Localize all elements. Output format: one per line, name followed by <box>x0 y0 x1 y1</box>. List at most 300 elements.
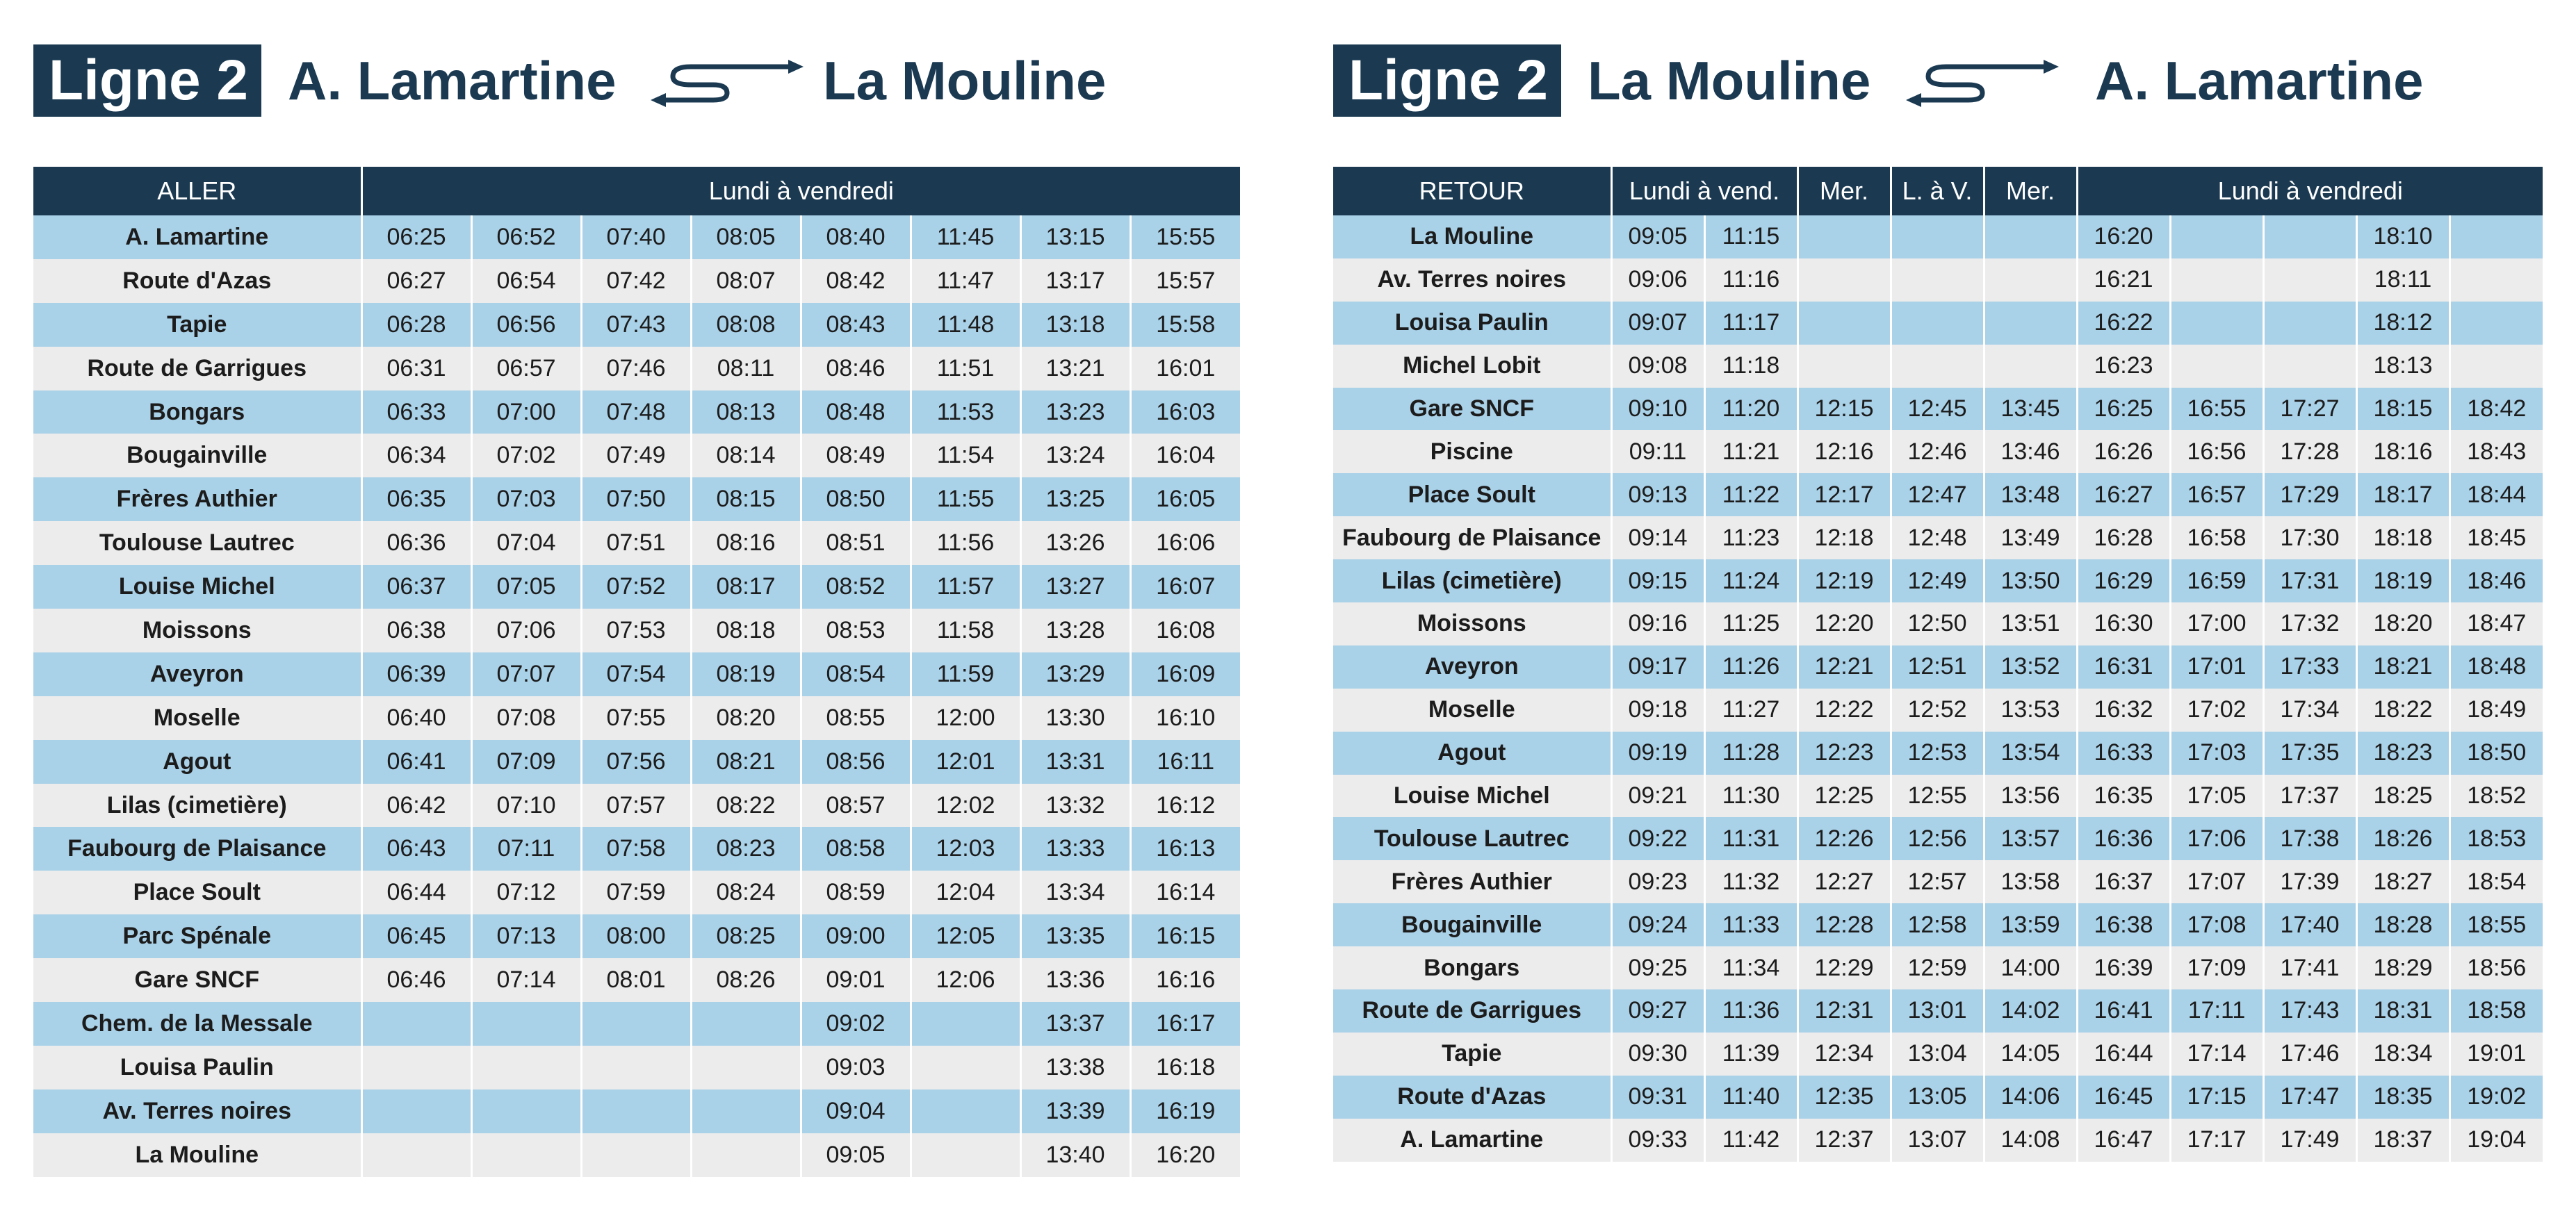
departure-time: 12:51 <box>1891 645 1984 689</box>
departure-time: 08:40 <box>801 215 911 259</box>
table-row <box>33 1133 1240 1177</box>
stop-name: Toulouse Lautrec <box>33 521 361 565</box>
departure-time: 11:22 <box>1704 473 1798 516</box>
departure-time: 11:30 <box>1704 775 1798 818</box>
departure-time <box>1984 345 2077 388</box>
table-row <box>1333 388 2543 431</box>
table-row <box>1333 602 2543 645</box>
departure-time: 12:37 <box>1798 1119 1891 1162</box>
departure-time: 18:26 <box>2356 817 2449 860</box>
departure-time <box>2170 345 2263 388</box>
departure-time: 06:36 <box>361 521 471 565</box>
departure-time: 14:05 <box>1984 1033 2077 1076</box>
departure-time: 13:07 <box>1891 1119 1984 1162</box>
departure-time: 12:25 <box>1798 775 1891 818</box>
departure-time: 08:23 <box>691 827 801 871</box>
departure-time: 16:10 <box>1130 696 1240 740</box>
stop-name: Louisa Paulin <box>1333 302 1611 345</box>
departure-time: 13:31 <box>1020 740 1130 784</box>
departure-time: 13:49 <box>1984 516 2077 559</box>
departure-time: 17:37 <box>2263 775 2356 818</box>
departure-time: 13:30 <box>1020 696 1130 740</box>
stop-name: Louise Michel <box>1333 775 1611 818</box>
departure-time: 16:01 <box>1130 347 1240 390</box>
departure-time: 16:08 <box>1130 609 1240 652</box>
departure-time: 16:25 <box>2077 388 2170 431</box>
stop-name: Michel Lobit <box>1333 345 1611 388</box>
departure-time: 17:01 <box>2170 645 2263 689</box>
departure-time: 08:26 <box>691 958 801 1002</box>
retour-timetable <box>1333 167 2543 1162</box>
departure-time: 07:40 <box>581 215 691 259</box>
stop-name: Frères Authier <box>1333 860 1611 903</box>
departure-time: 16:59 <box>2170 559 2263 602</box>
departure-time: 16:56 <box>2170 430 2263 473</box>
departure-time: 13:38 <box>1020 1046 1130 1089</box>
departure-time: 17:41 <box>2263 946 2356 989</box>
departure-time: 16:05 <box>1130 477 1240 521</box>
departure-time: 06:40 <box>361 696 471 740</box>
departure-time <box>1891 215 1984 258</box>
departure-time: 08:50 <box>801 477 911 521</box>
table-row <box>1333 903 2543 946</box>
departure-time: 12:49 <box>1891 559 1984 602</box>
departure-time <box>581 1089 691 1133</box>
table-row <box>1333 430 2543 473</box>
departure-time: 11:36 <box>1704 989 1798 1033</box>
departure-time: 08:16 <box>691 521 801 565</box>
departure-time: 13:34 <box>1020 871 1130 914</box>
departure-time: 08:07 <box>691 259 801 303</box>
departure-time: 18:16 <box>2356 430 2449 473</box>
departure-time: 06:57 <box>471 347 581 390</box>
departure-time: 18:20 <box>2356 602 2449 645</box>
departure-time: 08:57 <box>801 784 911 828</box>
departure-time: 11:24 <box>1704 559 1798 602</box>
departure-time <box>2263 258 2356 302</box>
days-header: Mer. <box>1798 167 1891 215</box>
stop-name: Agout <box>33 740 361 784</box>
departure-time: 12:20 <box>1798 602 1891 645</box>
departure-time: 16:44 <box>2077 1033 2170 1076</box>
departure-time: 07:42 <box>581 259 691 303</box>
departure-time: 11:34 <box>1704 946 1798 989</box>
departure-time: 11:53 <box>911 390 1020 434</box>
departure-time: 13:18 <box>1020 303 1130 347</box>
departure-time: 16:17 <box>1130 1002 1240 1046</box>
departure-time: 08:15 <box>691 477 801 521</box>
departure-time: 13:05 <box>1891 1076 1984 1119</box>
departure-time: 07:54 <box>581 652 691 696</box>
departure-time: 09:18 <box>1611 689 1704 732</box>
stop-name: Route de Garrigues <box>33 347 361 390</box>
departure-time <box>2449 258 2543 302</box>
departure-time: 13:25 <box>1020 477 1130 521</box>
departure-time: 07:56 <box>581 740 691 784</box>
departure-time <box>581 1046 691 1089</box>
departure-time: 12:52 <box>1891 689 1984 732</box>
departure-time: 07:58 <box>581 827 691 871</box>
departure-time <box>691 1133 801 1177</box>
departure-time <box>471 1133 581 1177</box>
departure-time <box>1984 258 2077 302</box>
stop-name: Bongars <box>1333 946 1611 989</box>
stop-name: Aveyron <box>33 652 361 696</box>
departure-time: 07:02 <box>471 434 581 477</box>
departure-time: 16:35 <box>2077 775 2170 818</box>
departure-time: 07:05 <box>471 565 581 609</box>
departure-time: 18:25 <box>2356 775 2449 818</box>
departure-time: 12:04 <box>911 871 1020 914</box>
departure-time: 06:54 <box>471 259 581 303</box>
departure-time <box>911 1089 1020 1133</box>
table-row <box>1333 775 2543 818</box>
departure-time: 08:42 <box>801 259 911 303</box>
departure-time: 07:06 <box>471 609 581 652</box>
departure-time: 08:56 <box>801 740 911 784</box>
departure-time: 16:23 <box>2077 345 2170 388</box>
departure-time: 13:48 <box>1984 473 2077 516</box>
departure-time: 16:29 <box>2077 559 2170 602</box>
departure-time: 09:06 <box>1611 258 1704 302</box>
departure-time: 09:23 <box>1611 860 1704 903</box>
table-row <box>1333 689 2543 732</box>
departure-time: 17:08 <box>2170 903 2263 946</box>
departure-time: 18:43 <box>2449 430 2543 473</box>
table-row <box>1333 946 2543 989</box>
departure-time: 18:27 <box>2356 860 2449 903</box>
departure-time <box>2263 345 2356 388</box>
departure-time: 16:27 <box>2077 473 2170 516</box>
stop-name: Lilas (cimetière) <box>1333 559 1611 602</box>
departure-time: 06:42 <box>361 784 471 828</box>
departure-time: 16:13 <box>1130 827 1240 871</box>
departure-time: 12:02 <box>911 784 1020 828</box>
table-row <box>33 434 1240 477</box>
departure-time: 13:28 <box>1020 609 1130 652</box>
departure-time: 09:15 <box>1611 559 1704 602</box>
departure-time: 18:34 <box>2356 1033 2449 1076</box>
departure-time: 08:21 <box>691 740 801 784</box>
departure-time: 07:43 <box>581 303 691 347</box>
departure-time: 13:53 <box>1984 689 2077 732</box>
departure-time: 16:45 <box>2077 1076 2170 1119</box>
departure-time: 16:21 <box>2077 258 2170 302</box>
departure-time: 17:35 <box>2263 732 2356 775</box>
departure-time: 06:35 <box>361 477 471 521</box>
departure-time: 12:58 <box>1891 903 1984 946</box>
departure-time: 16:20 <box>1130 1133 1240 1177</box>
departure-time <box>2170 302 2263 345</box>
departure-time: 16:14 <box>1130 871 1240 914</box>
departure-time: 12:17 <box>1798 473 1891 516</box>
departure-time: 19:04 <box>2449 1119 2543 1162</box>
departure-time: 14:08 <box>1984 1119 2077 1162</box>
departure-time: 08:54 <box>801 652 911 696</box>
departure-time: 13:50 <box>1984 559 2077 602</box>
departure-time: 06:37 <box>361 565 471 609</box>
departure-time: 18:18 <box>2356 516 2449 559</box>
departure-time: 12:26 <box>1798 817 1891 860</box>
departure-time: 12:55 <box>1891 775 1984 818</box>
departure-time: 18:19 <box>2356 559 2449 602</box>
departure-time: 09:24 <box>1611 903 1704 946</box>
stop-name: A. Lamartine <box>33 215 361 259</box>
departure-time: 11:57 <box>911 565 1020 609</box>
departure-time: 13:37 <box>1020 1002 1130 1046</box>
departure-time: 17:33 <box>2263 645 2356 689</box>
departure-time: 09:17 <box>1611 645 1704 689</box>
table-row <box>33 477 1240 521</box>
departure-time: 12:57 <box>1891 860 1984 903</box>
departure-time: 08:14 <box>691 434 801 477</box>
table-row <box>33 390 1240 434</box>
departure-time: 12:48 <box>1891 516 1984 559</box>
departure-time: 08:18 <box>691 609 801 652</box>
departure-time: 16:15 <box>1130 914 1240 958</box>
departure-time: 06:39 <box>361 652 471 696</box>
departure-time: 14:00 <box>1984 946 2077 989</box>
table-row <box>1333 215 2543 258</box>
departure-time: 08:55 <box>801 696 911 740</box>
table-row <box>33 958 1240 1002</box>
departure-time: 12:34 <box>1798 1033 1891 1076</box>
departure-time: 17:07 <box>2170 860 2263 903</box>
departure-time: 08:52 <box>801 565 911 609</box>
table-row <box>33 871 1240 914</box>
departure-time <box>691 1046 801 1089</box>
departure-time: 11:51 <box>911 347 1020 390</box>
departure-time: 06:38 <box>361 609 471 652</box>
departure-time <box>2170 258 2263 302</box>
departure-time: 12:00 <box>911 696 1020 740</box>
departure-time: 11:32 <box>1704 860 1798 903</box>
stop-name: Agout <box>1333 732 1611 775</box>
departure-time: 08:00 <box>581 914 691 958</box>
departure-time: 07:10 <box>471 784 581 828</box>
stop-name: Tapie <box>1333 1033 1611 1076</box>
departure-time: 17:09 <box>2170 946 2263 989</box>
departure-time <box>1798 215 1891 258</box>
table-row <box>1333 473 2543 516</box>
table-row <box>1333 989 2543 1033</box>
departure-time: 17:00 <box>2170 602 2263 645</box>
departure-time <box>911 1002 1020 1046</box>
departure-time: 08:49 <box>801 434 911 477</box>
stop-name: Chem. de la Messale <box>33 1002 361 1046</box>
departure-time <box>1798 302 1891 345</box>
departure-time: 13:15 <box>1020 215 1130 259</box>
departure-time: 12:28 <box>1798 903 1891 946</box>
departure-time: 17:47 <box>2263 1076 2356 1119</box>
departure-time: 09:14 <box>1611 516 1704 559</box>
stop-name: Frères Authier <box>33 477 361 521</box>
departure-time: 13:46 <box>1984 430 2077 473</box>
stop-name: Lilas (cimetière) <box>33 784 361 828</box>
departure-time: 11:26 <box>1704 645 1798 689</box>
stop-name: Toulouse Lautrec <box>1333 817 1611 860</box>
table-row <box>33 565 1240 609</box>
departure-time: 08:53 <box>801 609 911 652</box>
departure-time: 06:46 <box>361 958 471 1002</box>
table-row <box>1333 1033 2543 1076</box>
departure-time: 17:38 <box>2263 817 2356 860</box>
departure-time <box>691 1089 801 1133</box>
departure-time: 12:59 <box>1891 946 1984 989</box>
departure-time: 09:04 <box>801 1089 911 1133</box>
departure-time: 09:19 <box>1611 732 1704 775</box>
departure-time: 07:48 <box>581 390 691 434</box>
departure-time: 08:46 <box>801 347 911 390</box>
destination-title: A. Lamartine <box>2095 50 2424 111</box>
departure-time: 12:45 <box>1891 388 1984 431</box>
departure-time: 11:28 <box>1704 732 1798 775</box>
departure-time <box>1891 302 1984 345</box>
departure-time: 19:02 <box>2449 1076 2543 1119</box>
table-row <box>33 652 1240 696</box>
departure-time: 16:16 <box>1130 958 1240 1002</box>
departure-time: 07:14 <box>471 958 581 1002</box>
departure-time: 17:27 <box>2263 388 2356 431</box>
departure-time: 08:19 <box>691 652 801 696</box>
departure-time: 17:06 <box>2170 817 2263 860</box>
departure-time: 06:34 <box>361 434 471 477</box>
table-row <box>1333 345 2543 388</box>
stop-name: Faubourg de Plaisance <box>33 827 361 871</box>
departure-time: 18:31 <box>2356 989 2449 1033</box>
departure-time: 15:55 <box>1130 215 1240 259</box>
departure-time: 17:05 <box>2170 775 2263 818</box>
departure-time: 16:33 <box>2077 732 2170 775</box>
departure-time: 18:35 <box>2356 1076 2449 1119</box>
departure-time: 06:41 <box>361 740 471 784</box>
departure-time: 18:54 <box>2449 860 2543 903</box>
departure-time: 12:01 <box>911 740 1020 784</box>
departure-time: 08:59 <box>801 871 911 914</box>
direction-header: RETOUR <box>1333 167 1611 215</box>
origin-title: La Mouline <box>1588 50 1871 111</box>
table-row <box>1333 860 2543 903</box>
departure-time: 08:24 <box>691 871 801 914</box>
departure-time: 07:04 <box>471 521 581 565</box>
departure-time: 07:09 <box>471 740 581 784</box>
departure-time: 12:06 <box>911 958 1020 1002</box>
departure-time: 11:45 <box>911 215 1020 259</box>
table-row <box>33 696 1240 740</box>
departure-time: 09:13 <box>1611 473 1704 516</box>
departure-time: 11:15 <box>1704 215 1798 258</box>
departure-time: 17:43 <box>2263 989 2356 1033</box>
stop-name: Place Soult <box>1333 473 1611 516</box>
departure-time: 16:06 <box>1130 521 1240 565</box>
departure-time <box>911 1133 1020 1177</box>
departure-time: 11:21 <box>1704 430 1798 473</box>
departure-time: 16:22 <box>2077 302 2170 345</box>
departure-time: 15:57 <box>1130 259 1240 303</box>
stop-name: Louisa Paulin <box>33 1046 361 1089</box>
stop-name: Moselle <box>1333 689 1611 732</box>
departure-time <box>581 1002 691 1046</box>
departure-time: 16:28 <box>2077 516 2170 559</box>
departure-time <box>361 1046 471 1089</box>
departure-time: 16:26 <box>2077 430 2170 473</box>
stop-name: Place Soult <box>33 871 361 914</box>
departure-time: 08:11 <box>691 347 801 390</box>
table-row <box>33 1046 1240 1089</box>
line-badge: Ligne 2 <box>1333 44 1561 117</box>
table-row <box>1333 302 2543 345</box>
departure-time: 16:18 <box>1130 1046 1240 1089</box>
departure-time: 18:52 <box>2449 775 2543 818</box>
departure-time: 11:18 <box>1704 345 1798 388</box>
departure-time: 17:32 <box>2263 602 2356 645</box>
departure-time: 08:58 <box>801 827 911 871</box>
departure-time: 09:10 <box>1611 388 1704 431</box>
departure-time: 16:12 <box>1130 784 1240 828</box>
table-row <box>1333 516 2543 559</box>
departure-time: 12:22 <box>1798 689 1891 732</box>
departure-time: 13:24 <box>1020 434 1130 477</box>
departure-time: 09:05 <box>1611 215 1704 258</box>
departure-time: 17:30 <box>2263 516 2356 559</box>
table-row <box>1333 645 2543 689</box>
departure-time: 06:33 <box>361 390 471 434</box>
departure-time: 09:16 <box>1611 602 1704 645</box>
table-row <box>33 521 1240 565</box>
departure-time: 16:31 <box>2077 645 2170 689</box>
departure-time: 12:19 <box>1798 559 1891 602</box>
departure-time: 06:56 <box>471 303 581 347</box>
departure-time: 16:19 <box>1130 1089 1240 1133</box>
table-row <box>33 784 1240 828</box>
departure-time: 11:55 <box>911 477 1020 521</box>
departure-time: 06:31 <box>361 347 471 390</box>
departure-time: 11:25 <box>1704 602 1798 645</box>
departure-time <box>2263 215 2356 258</box>
departure-time: 11:47 <box>911 259 1020 303</box>
retour-title <box>1333 40 2540 117</box>
departure-time: 13:40 <box>1020 1133 1130 1177</box>
departure-time: 13:04 <box>1891 1033 1984 1076</box>
departure-time: 07:46 <box>581 347 691 390</box>
departure-time <box>2170 215 2263 258</box>
departure-time: 06:25 <box>361 215 471 259</box>
table-row <box>33 259 1240 303</box>
departure-time: 09:33 <box>1611 1119 1704 1162</box>
days-header: Lundi à vendredi <box>2077 167 2543 215</box>
departure-time: 09:30 <box>1611 1033 1704 1076</box>
departure-time <box>1984 302 2077 345</box>
round-trip-arrow-icon <box>649 56 810 108</box>
line-badge: Ligne 2 <box>33 44 261 117</box>
departure-time: 13:54 <box>1984 732 2077 775</box>
departure-time: 08:51 <box>801 521 911 565</box>
departure-time: 08:22 <box>691 784 801 828</box>
departure-time <box>1798 258 1891 302</box>
departure-time: 13:35 <box>1020 914 1130 958</box>
departure-time: 13:51 <box>1984 602 2077 645</box>
departure-time: 16:55 <box>2170 388 2263 431</box>
departure-time: 18:44 <box>2449 473 2543 516</box>
departure-time: 08:48 <box>801 390 911 434</box>
departure-time: 11:59 <box>911 652 1020 696</box>
stop-name: Av. Terres noires <box>33 1089 361 1133</box>
table-row <box>33 609 1240 652</box>
departure-time: 13:52 <box>1984 645 2077 689</box>
departure-time: 13:27 <box>1020 565 1130 609</box>
direction-header: ALLER <box>33 167 361 215</box>
departure-time: 06:27 <box>361 259 471 303</box>
